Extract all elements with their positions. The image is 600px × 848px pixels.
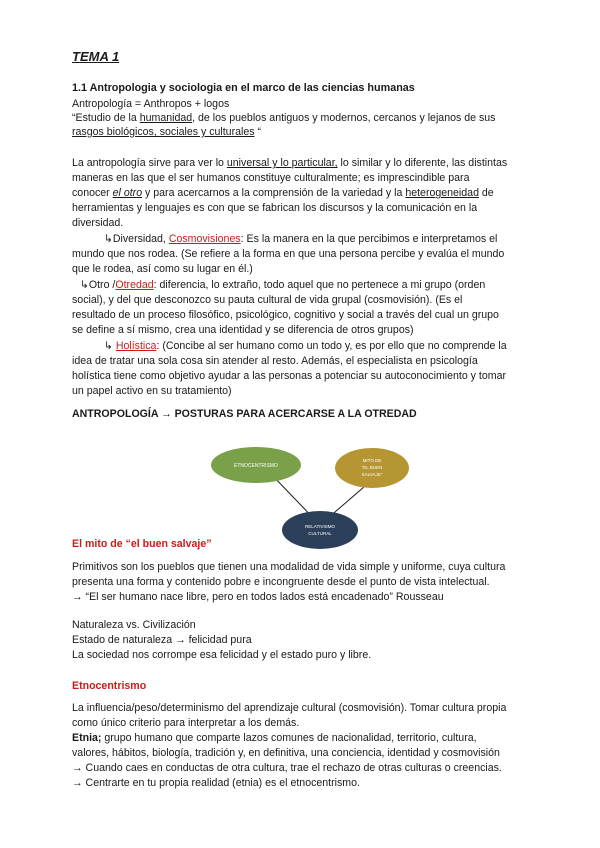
diversidad-line-2: mundo que nos rodea. (Se refiere a la forma en que una persona percibe y evalúa el mundo	[72, 248, 505, 260]
node-buen-salvaje-label-2: "EL BUEN	[361, 465, 383, 470]
quote-underlined: rasgos biológicos, sociales y culturales	[72, 126, 255, 138]
text: La antropología sirve para ver lo	[72, 157, 227, 169]
quote-text: , de los pueblos antiguos y modernos, cercanos y lejanos de sus	[192, 112, 496, 124]
text: ↳Diversidad,	[104, 233, 169, 245]
para1-line-4: herramientas y lenguajes es con que se fabrican los discursos y la comunicación en la	[72, 202, 478, 214]
section1-heading: 1.1 Antropologia y sociologia en el marco de las ciencias humanas	[72, 82, 415, 94]
quote-text: “Estudio de la	[72, 112, 140, 124]
otredad-line-3: resultado de un proceso filosófico, psicológico, cognitivo y social a través del cual un grupo	[72, 309, 499, 321]
holistica-line-4: un papel activo en su tratamiento)	[72, 385, 232, 397]
salvaje-line-5: Estado de naturaleza → felicidad pura	[72, 634, 252, 646]
node-relativismo-label-1: RELATIVISMO	[305, 524, 335, 529]
text: ↳	[104, 340, 116, 352]
salvaje-line-6: La sociedad nos corrompe esa felicidad y el estado puro y libre.	[72, 649, 372, 661]
red-underlined-text: Otredad	[115, 279, 154, 291]
etno-line-3	[72, 732, 477, 745]
holistica-line-3: holística tiene como objetivo ayudar a las personas a potenciar su autoconocimiento y tomar	[72, 370, 506, 382]
etno-line-5: → Cuando caes en conductas de otra cultura, trae el rechazo de otras culturas o creencias.	[72, 762, 502, 774]
otredad-line-2: social), y del que desconozco su pauta cultural de vida grupal (cosmovisión). (Es el	[72, 294, 463, 306]
section3-heading: El mito de “el buen salvaje”	[72, 538, 212, 550]
text: y para acercarnos a la comprensión de la variedad y la	[142, 187, 406, 199]
text: : (Concibe al ser humano como un todo y, es por ello que no comprende la	[156, 340, 507, 352]
etno-line-4: valores, hábitos, biología, tradición y, en definitiva, una conciencia, identidad y cosmovisión	[72, 747, 500, 759]
node-etnocentrismo-label: ETNOCENTRISMO	[234, 463, 278, 469]
text: conocer	[72, 187, 113, 199]
salvaje-line-2: presenta una forma y contenido pobre e incongruente desde el punto de vista intelectual.	[72, 576, 490, 588]
holistica-line-2: idea de tratar una sola cosa sin atender al resto. Además, el especialista en psicología	[72, 355, 478, 367]
bold-term: Etnia;	[72, 732, 102, 744]
node-relativismo	[282, 511, 358, 549]
section2-heading: ANTROPOLOGÍA → POSTURAS PARA ACERCARSE A LA OTREDAD	[72, 408, 417, 420]
text: de	[478, 187, 494, 199]
para1-line-2: maneras en las que el ser humanos constituye culturalmente; es imprescindible para	[72, 172, 470, 184]
diversidad-line-3: que le rodea, así como su lugar en él.)	[72, 263, 253, 275]
text: : diferencia, lo extraño, todo aquel que no pertenece a mi grupo (orden	[153, 279, 486, 291]
red-underlined-text: Holística	[115, 340, 157, 352]
doc-title: TEMA 1	[72, 49, 120, 64]
etno-line-6: → Centrarte en tu propia realidad (etnia) es el etnocentrismo.	[72, 777, 360, 789]
text: : Es la manera en la que percibimos e interpretamos el	[240, 233, 498, 245]
underlined-text: universal y lo particular,	[226, 157, 338, 169]
salvaje-line-1: Primitivos son los pueblos que tienen una modalidad de vida simple y uniforme, cuya cultura	[72, 561, 506, 573]
para1-line-5: diversidad.	[72, 217, 124, 229]
underlined-text: el otro	[112, 187, 143, 199]
section4-heading: Etnocentrismo	[72, 680, 147, 692]
quote-underlined: humanidad	[139, 112, 193, 124]
underlined-text: heterogeneidad	[405, 187, 479, 199]
quote-text: “	[254, 126, 262, 138]
etno-line-1: La influencia/peso/determinismo del aprendizaje cultural (cosmovisión). Tomar cultura propia	[72, 702, 507, 714]
etno-line-2: como único criterio para interpretar a los demás.	[72, 717, 300, 729]
salvaje-line-4: Naturaleza vs. Civilización	[72, 619, 196, 631]
text: grupo humano que comparte lazos comunes de nacionalidad, territorio, cultura,	[101, 732, 477, 744]
text: lo similar y lo diferente, las distintas	[337, 157, 508, 169]
red-underlined-text: Cosmovisiones	[168, 233, 241, 245]
node-buen-salvaje-label-1: MITO DE	[362, 458, 382, 463]
definition-line: Antropología = Anthropos + logos	[72, 98, 230, 110]
salvaje-line-3: → “El ser humano nace libre, pero en todos lados está encadenado” Rousseau	[72, 591, 444, 603]
node-relativismo-label-2: CULTURAL	[308, 531, 332, 536]
otredad-line-4: se define a sí mismo, crea una identidad y se diferencia de otros grupos)	[72, 324, 414, 336]
text: ↳Otro /	[80, 279, 116, 291]
node-buen-salvaje-label-3: SALVAJE"	[361, 472, 383, 477]
